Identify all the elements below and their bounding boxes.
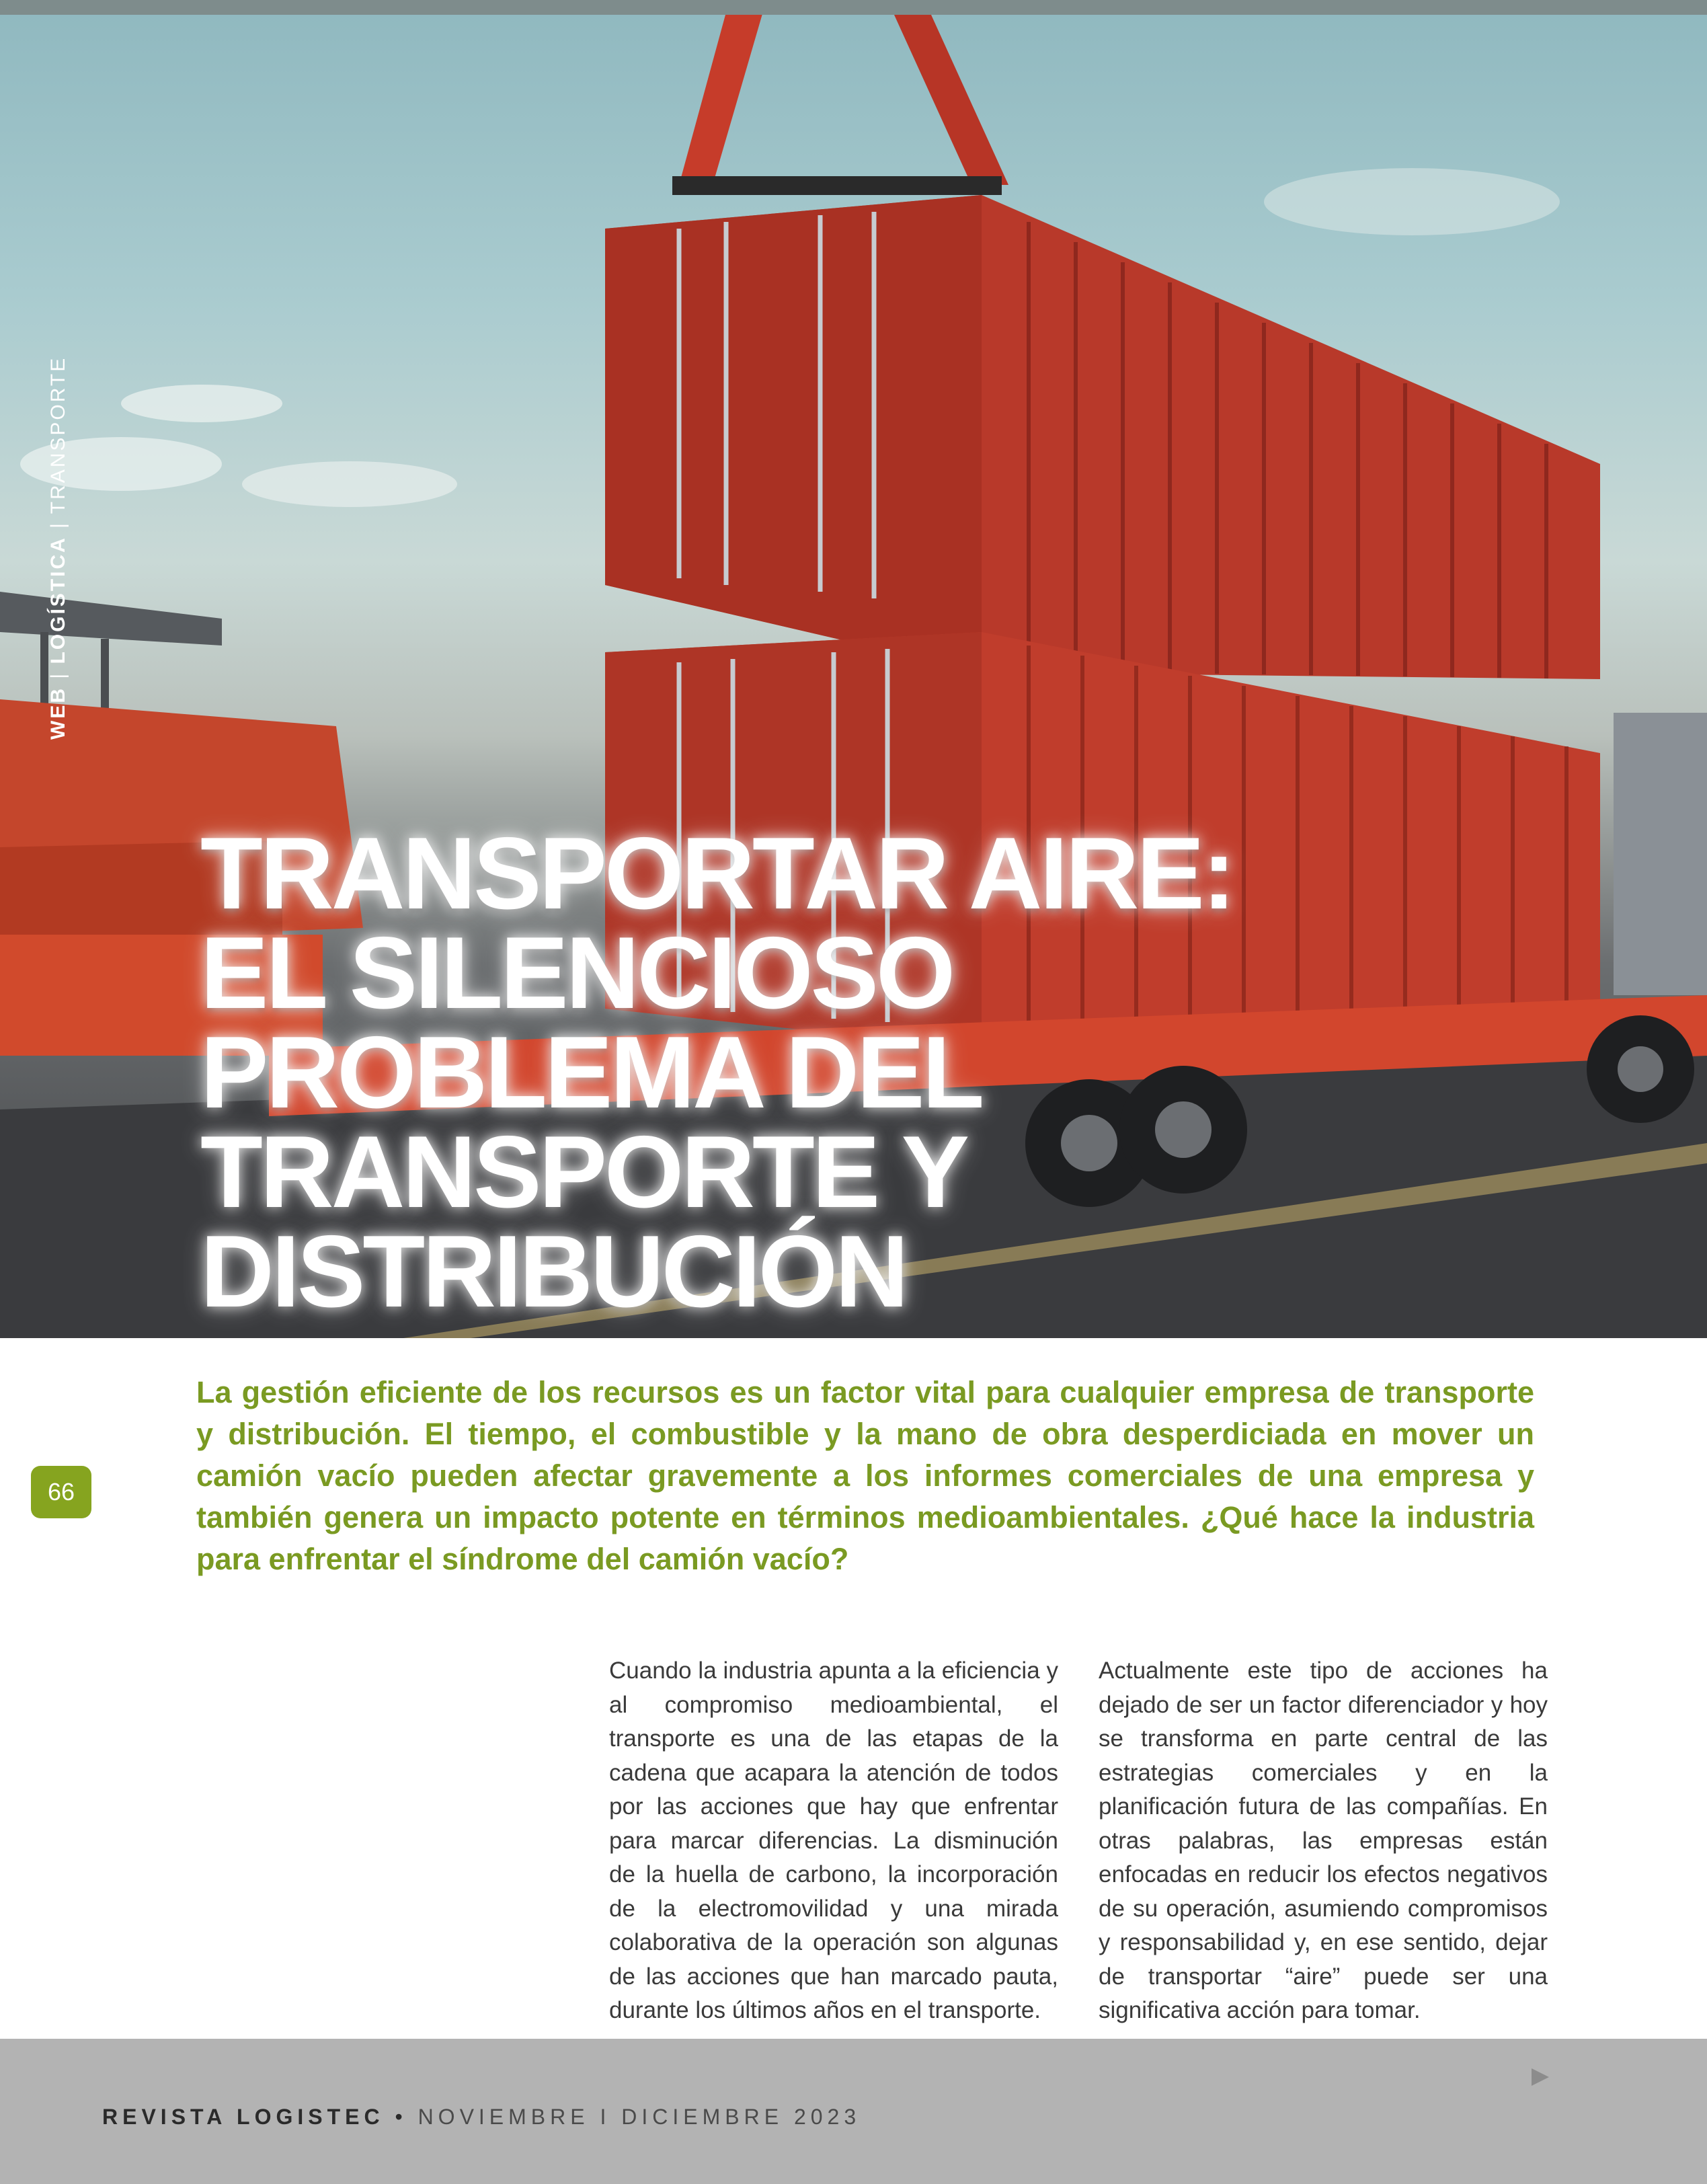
section-tag-magazine: LOGÍSTICA — [47, 536, 69, 664]
headline-line-2: EL SILENCIOSO — [200, 916, 953, 1030]
footer-credit — [102, 2105, 861, 2130]
section-tag-separator: | — [47, 664, 69, 687]
top-strip — [0, 0, 1707, 15]
section-tag-separator-2: | — [47, 514, 69, 537]
triangle-right-icon[interactable] — [1532, 2068, 1549, 2086]
article-headline — [200, 816, 1478, 1329]
body-column-1: Cuando la industria apunta a la eficiencia y al compromiso medioambiental, el transporte es una de las etapas de la cadena que acapara la atención de todos por las acciones que hay que enfrentar para marcar diferencias. La disminución de la huella de carbono, la incorporación de la electromovilidad y una mirada colaborativa de la operación son algunas de las acciones que han marcado pauta, durante los últimos años en el transporte. — [609, 1658, 1058, 2023]
section-tag-section: TRANSPORTE — [47, 356, 69, 514]
article-lead: La gestión eficiente de los recursos es un factor vital para cualquier empresa de transporte y distribución. El tiempo, el combustible y la mano de obra desperdiciada en mover un camión vacío pueden afectar gravemente a los informes comerciales de una empresa y también genera un impacto potente en términos medioambientales. ¿Qué hace la industria para enfrentar el síndrome del camión vacío? — [196, 1375, 1534, 1576]
footer-magazine: REVISTA LOGISTEC — [102, 2105, 385, 2129]
section-tag — [47, 356, 70, 740]
page-number-badge: 66 — [31, 1466, 91, 1518]
body-column-2: Actualmente este tipo de acciones ha dejado de ser un factor diferenciador y hoy se transforma en parte central de las estrategias comerciales y en la planificación futura de las compañías. En otras palabras, las empresas están enfocadas en reducir los efectos negativos de su operación, asumiendo compromisos y responsabilidad y, en ese sentido, dejar de transportar “aire” puede ser una significativa acción para tomar. — [1099, 1658, 1548, 2023]
headline-line-5: DISTRIBUCIÓN — [200, 1214, 906, 1329]
section-tag-site: WEB — [47, 687, 69, 740]
headline-line-4: TRANSPORTE Y — [200, 1115, 967, 1229]
headline-line-3: PROBLEMA DEL — [200, 1015, 982, 1130]
footer-bullet: • — [395, 2105, 407, 2129]
footer-issue: NOVIEMBRE I DICIEMBRE 2023 — [418, 2105, 861, 2129]
headline-line-1: TRANSPORTAR AIRE: — [200, 816, 1234, 931]
